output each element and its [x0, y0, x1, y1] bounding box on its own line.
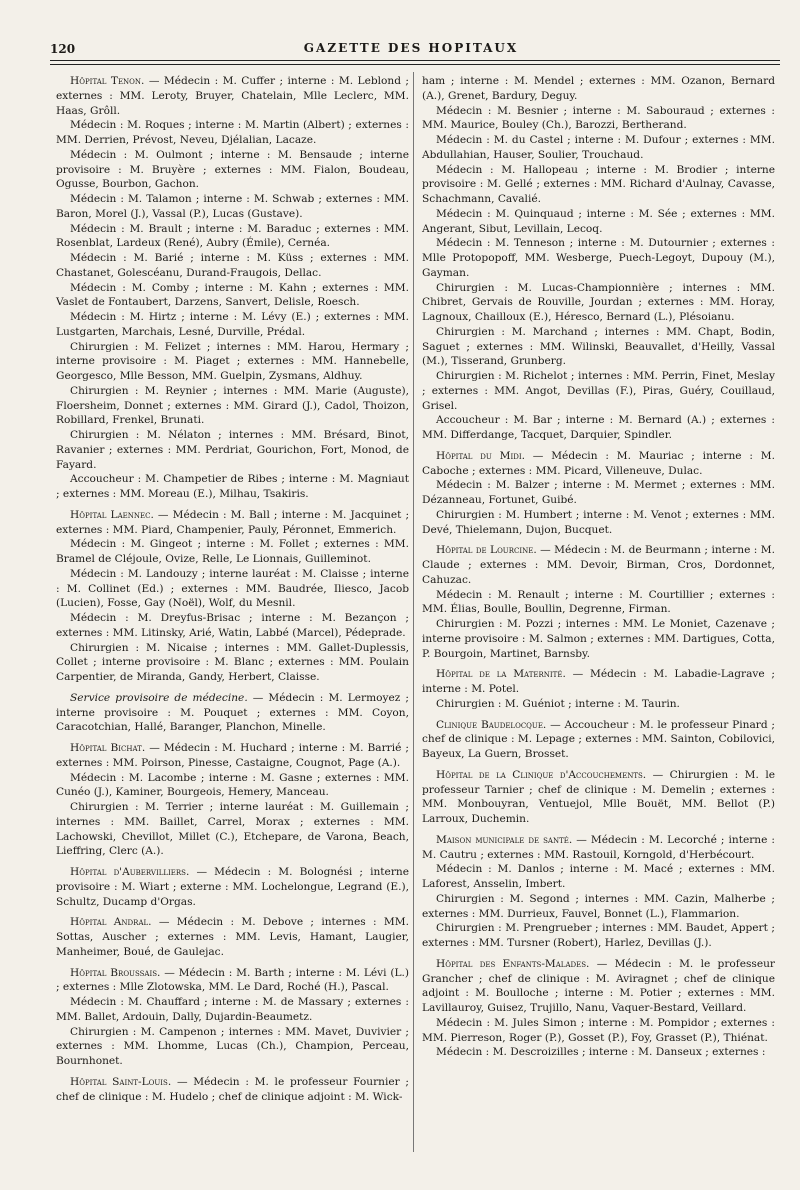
- staff-paragraph: Chirurgien : M. Terrier ; interne lauréat : M. Guillemain ; internes : MM. Baillet, Carrel, Morax ; externes : MM. Lachowski, Chevillot, Millet (C.), Etchepare, de Varona, Beach, Lieffring, Clerc (A.).: [56, 801, 409, 858]
- staff-paragraph: Médecin : M. Quinquaud ; interne : M. Sée ; externes : MM. Angerant, Sibut, Levillain, Lecoq.: [422, 207, 775, 235]
- header-rule: [50, 60, 780, 61]
- staff-paragraph: Chirurgien : M. Segond ; internes : MM. Cazin, Malherbe ; externes : MM. Durrieux, Fauvel, Bonnet (L.), Flammarion.: [422, 892, 775, 920]
- staff-paragraph: Médecin : M. Comby ; interne : M. Kahn ; externes : MM. Vaslet de Fontaubert, Darzens, Sanvert, Delisle, Roesch.: [56, 281, 409, 309]
- staff-paragraph: Chirurgien : M. Richelot ; internes : MM. Perrin, Finet, Meslay ; externes : MM. Angot, Devillas (F.), Piras, Guéry, Couillaud, Grisel.: [422, 370, 775, 412]
- hospital-entry: [56, 741, 409, 771]
- hospital-name: Hôpital du Midi.: [436, 449, 525, 462]
- hospital-entry: [422, 833, 775, 863]
- page-header: [42, 38, 780, 58]
- hospital-entry: [422, 768, 775, 827]
- staff-paragraph: Médecin : M. Hallopeau ; interne : M. Brodier ; interne provisoire : M. Gellé ; externes : MM. Richard d'Aulnay, Cavasse, Schachmann, Cavalié.: [422, 163, 775, 205]
- hospital-entry: [422, 957, 775, 1016]
- staff-paragraph: Médecin : M. Roques ; interne : M. Martin (Albert) ; externes : MM. Derrien, Prévost, Neveu, Djélalian, Lacaze.: [56, 119, 409, 146]
- staff-paragraph: Médecin : M. Descroizilles ; interne : M. Danseux ; externes :: [436, 1046, 766, 1059]
- hospital-entry: [422, 667, 775, 697]
- hospital-name: Clinique Baudelocque.: [436, 718, 547, 731]
- hospital-entry: [56, 915, 409, 959]
- staff-paragraph: Chirurgien : M. Campenon ; internes : MM. Mavet, Duvivier ; externes : MM. Lhomme, Lucas (Ch.), Champion, Perceau, Bournhonet.: [56, 1025, 409, 1067]
- staff-list: — Médecin : M. Labadie-Lagrave ; interne : M. Potel.: [422, 668, 776, 695]
- staff-paragraph: Médecin : M. Hirtz ; interne : M. Lévy (E.) ; externes : MM. Lustgarten, Marchais, Lesné, Durville, Prédal.: [56, 311, 409, 338]
- staff-paragraph: Médecin : M. Dreyfus-Brisac ; interne : M. Bezançon ; externes : MM. Litinsky, Arié, Watin, Labbé (Marcel), Pédeprade.: [56, 612, 409, 639]
- staff-paragraph: Médecin : M. Barié ; interne : M. Küss ; externes : MM. Chastanet, Golescéanu, Durand-Fraugois, Dellac.: [56, 252, 409, 279]
- page-number: 120: [50, 42, 76, 56]
- staff-list: — Médecin : M. Bolognési ; interne provisoire : M. Wiart ; externe : MM. Lochelongue, Legrand (E.), Schultz, Ducamp d'Orgas.: [56, 866, 409, 908]
- hospital-entry: [56, 691, 409, 735]
- header-rule-thin: [50, 64, 780, 65]
- hospital-entry: [56, 74, 409, 118]
- hospital-name: Hôpital Andral.: [70, 916, 152, 929]
- staff-paragraph: Médecin : M. Jules Simon ; interne : M. Pompidor ; externes : MM. Pierreson, Roger (P.), Gosset (P.), Foy, Grasset (P.), Thiénat.: [422, 1016, 775, 1044]
- hospital-name: Hôpital d'Aubervilliers.: [70, 866, 190, 878]
- hospital-name: Hôpital Broussais.: [70, 966, 161, 979]
- staff-list: — Chirurgien : M. le professeur Tarnier ; chef de clinique : M. Demelin ; externes : MM. Monbouyran, Ventuejol, Mlle Bouët, MM. Bellot (P.) Larroux, Duchemin.: [422, 768, 775, 825]
- staff-paragraph: Chirurgien : M. Marchand ; internes : MM. Chapt, Bodin, Saguet ; externes : MM. Wilinski, Beauvallet, d'Heilly, Vassal (M.), Tisserand, Grunberg.: [422, 325, 775, 368]
- staff-paragraph: Médecin : M. Tenneson ; interne : M. Dutournier ; externes : Mlle Protopopoff, MM. Wesberge, Puech-Legoyt, Dupouy (M.), Gayman.: [422, 237, 775, 279]
- hospital-entry: [56, 865, 409, 909]
- hospital-entry: [422, 449, 775, 479]
- staff-paragraph: Chirurgien : M. Nélaton ; internes : MM. Brésard, Binot, Ravanier ; externes : MM. Perdriat, Gourichon, Fort, Monod, de Fayard.: [56, 429, 409, 471]
- hospital-name: Hôpital de la Maternité.: [436, 668, 566, 681]
- staff-paragraph: Chirurgien : M. Humbert ; interne : M. Venot ; externes : MM. Devé, Thielemann, Dujon, Bucquet.: [422, 508, 775, 536]
- staff-list: — Médecin : M. Lecorché ; interne : M. Cautru ; externes : MM. Rastouil, Korngold, d'Herbécourt.: [422, 833, 775, 861]
- staff-paragraph: Médecin : M. Balzer ; interne : M. Mermet ; externes : MM. Dézanneau, Fortunet, Guibé.: [422, 479, 775, 506]
- hospital-entry: [56, 1075, 409, 1105]
- hospital-name: Hôpital Laennec.: [70, 508, 154, 521]
- staff-paragraph: Chirurgien : M. Guéniot ; interne : M. Taurin.: [436, 697, 680, 710]
- staff-list: — Médecin : M. Debove ; internes : MM. Sottas, Auscher ; externes : MM. Levis, Hamant, Laugier, Manheimer, Boué, de Gaulejac.: [56, 916, 409, 958]
- staff-paragraph: Médecin : M. Chauffard ; interne : M. de Massary ; externes : MM. Ballet, Ardouin, Dally, Dujardin-Beaumetz.: [56, 996, 409, 1023]
- staff-paragraph: Médecin : M. Lacombe ; interne : M. Gasne ; externes : MM. Cunéo (J.), Kaminer, Bourgeois, Hemery, Manceau.: [56, 771, 409, 799]
- hospital-name: Maison municipale de santé.: [436, 833, 573, 846]
- hospital-name: Service provisoire de médecine.: [70, 691, 248, 704]
- hospital-name: Hôpital de Lourcine.: [436, 544, 537, 557]
- staff-list: — Médecin : M. Cuffer ; interne : M. Leblond ; externes : MM. Leroty, Bruyer, Chatelain, Mlle Leclerc, MM. Haas, Grôll.: [56, 75, 410, 117]
- hospital-entry: [422, 718, 775, 762]
- staff-list: — Accoucheur : M. le professeur Pinard ; chef de clinique : M. Lepage ; externes : MM. Sainton, Cobilovici, Bayeux, La Guern, Brosset.: [422, 718, 775, 760]
- column-divider: [413, 72, 414, 1152]
- staff-paragraph: Chirurgien : M. Lucas-Championnière ; internes : MM. Chibret, Gervais de Rouville, Jourdan ; externes : MM. Horay, Lagnoux, Chailloux (E.), Héresco, Bernard (L.), Plésoianu.: [422, 281, 775, 323]
- hospital-entry: [56, 966, 409, 996]
- staff-paragraph: Chirurgien : M. Prengrueber ; internes : MM. Baudet, Appert ; externes : MM. Tursner (Robert), Harlez, Devillas (J.).: [422, 922, 775, 949]
- staff-paragraph: Chirurgien : M. Reynier ; internes : MM. Marie (Auguste), Floersheim, Donnet ; externes : MM. Girard (J.), Cadol, Thoizon, Robillard, Frenkel, Brunati.: [56, 384, 409, 427]
- staff-list: — Médecin : M. Ball ; interne : M. Jacquinet ; externes : MM. Piard, Champenier, Pauly, Péronnet, Emmerich.: [56, 508, 410, 536]
- staff-list: — Médecin : M. le professeur Fournier ; chef de clinique : M. Hudelo ; chef de clinique adjoint : M. Wick-: [56, 1075, 409, 1103]
- hospital-entry: [56, 508, 409, 538]
- staff-paragraph: Accoucheur : M. Champetier de Ribes ; interne : M. Magniaut ; externes : MM. Moreau (E.), Milhau, Tsakiris.: [56, 473, 409, 500]
- staff-paragraph: Médecin : M. Renault ; interne : M. Courtillier ; externes : MM. Élias, Boulle, Boullin, Degrenne, Firman.: [422, 588, 775, 616]
- staff-list: — Médecin : M. Mauriac ; interne : M. Caboche ; externes : MM. Picard, Villeneuve, Dulac.: [422, 449, 776, 477]
- staff-list: — Médecin : M. Barth ; interne : M. Lévi (L.) ; externes : Mlle Zlotowska, MM. Le Dard, Roché (H.), Pascal.: [56, 966, 409, 994]
- staff-paragraph: Chirurgien : M. Pozzi ; internes : MM. Le Moniet, Cazenave ; interne provisoire : M. Salmon ; externes : MM. Dartigues, Cotta, P. Bourgoin, Martinet, Barnsby.: [422, 618, 775, 660]
- continued-text: ham ; interne : M. Mendel ; externes : MM. Ozanon, Bernard (A.), Grenet, Bardury, Deguy.: [422, 75, 775, 102]
- staff-list: — Médecin : M. le professeur Grancher ; chef de clinique : M. Aviragnet ; chef de clinique adjoint : M. Boulloche ; interne : M. Potier ; externes : MM. Lavillauroy, Guisez, Trujillo, Nanu, Vaquer-Bestard, Veillard.: [422, 957, 775, 1014]
- staff-paragraph: Médecin : M. Talamon ; interne : M. Schwab ; externes : MM. Baron, Morel (J.), Vassal (P.), Lucas (Gustave).: [56, 193, 409, 220]
- hospital-name: Hôpital Bichat.: [70, 742, 146, 754]
- staff-paragraph: Médecin : M. Oulmont ; interne : M. Bensaude ; interne provisoire : M. Bruyère ; externes : MM. Fialon, Boudeau, Ogusse, Bourbon, Gachon.: [56, 148, 409, 191]
- staff-paragraph: Chirurgien : M. Nicaise ; internes : MM. Gallet-Duplessis, Collet ; interne provisoire : M. Blanc ; externes : MM. Poulain Carpentier, de Miranda, Gandy, Herbert, Claisse.: [56, 641, 409, 683]
- staff-paragraph: Accoucheur : M. Bar ; interne : M. Bernard (A.) ; externes : MM. Differdange, Tacquet, Darquier, Spindler.: [422, 414, 775, 441]
- hospital-name: Hôpital de la Clinique d'Accouchements.: [436, 768, 647, 781]
- left-column: [56, 74, 409, 1104]
- staff-paragraph: Médecin : M. Besnier ; interne : M. Sabouraud ; externes : MM. Maurice, Bouley (Ch.), Barozzi, Bertherand.: [422, 104, 775, 132]
- hospital-entry: [422, 543, 775, 587]
- hospital-name: Hôpital des Enfants-Malades.: [436, 957, 590, 970]
- staff-list: — Médecin : M. Lermoyez ; interne provisoire : M. Pouquet ; externes : MM. Coyon, Caracotchian, Hallé, Baranger, Planchon, Minelle.: [56, 691, 409, 734]
- running-title: GAZETTE DES HOPITAUX: [303, 41, 519, 55]
- staff-list: — Médecin : M. Huchard ; interne : M. Barrié ; externes : MM. Poirson, Pinesse, Castaigne, Cougnot, Page (A.).: [56, 742, 409, 769]
- hospital-name: Hôpital Tenon.: [70, 75, 145, 87]
- hospital-name: Hôpital Saint-Louis.: [70, 1075, 172, 1088]
- staff-paragraph: Médecin : M. Danlos ; interne : M. Macé ; externes : MM. Laforest, Ansselin, Imbert.: [422, 863, 775, 890]
- staff-paragraph: Médecin : M. du Castel ; interne : M. Dufour ; externes : MM. Abdullahian, Hauser, Soulier, Trouchaud.: [422, 134, 775, 161]
- staff-list: — Médecin : M. de Beurmann ; interne : M. Claude ; externes : MM. Devoir, Birman, Cros, Dordonnet, Cahuzac.: [422, 544, 775, 586]
- right-column: [422, 74, 775, 1060]
- staff-paragraph: Médecin : M. Brault ; interne : M. Baraduc ; externes : MM. Rosenblat, Lardeux (René), Aubry (Émile), Cernéa.: [56, 222, 409, 250]
- staff-paragraph: Médecin : M. Landouzy ; interne lauréat : M. Claisse ; interne : M. Collinet (Ed.) ; externes : MM. Baudrée, Iliesco, Jacob (Lucien), Fosse, Gay (Noël), Wolf, du Mesnil.: [56, 567, 409, 610]
- staff-paragraph: Chirurgien : M. Felizet ; internes : MM. Harou, Hermary ; interne provisoire : M. Piaget ; externes : MM. Hannebelle, Georgesco, Mlle Besson, MM. Guelpin, Zysmans, Aldhuy.: [56, 340, 409, 382]
- staff-paragraph: Médecin : M. Gingeot ; interne : M. Follet ; externes : MM. Bramel de Cléjoule, Ovize, Relle, Le Lionnais, Guilleminot.: [56, 538, 409, 565]
